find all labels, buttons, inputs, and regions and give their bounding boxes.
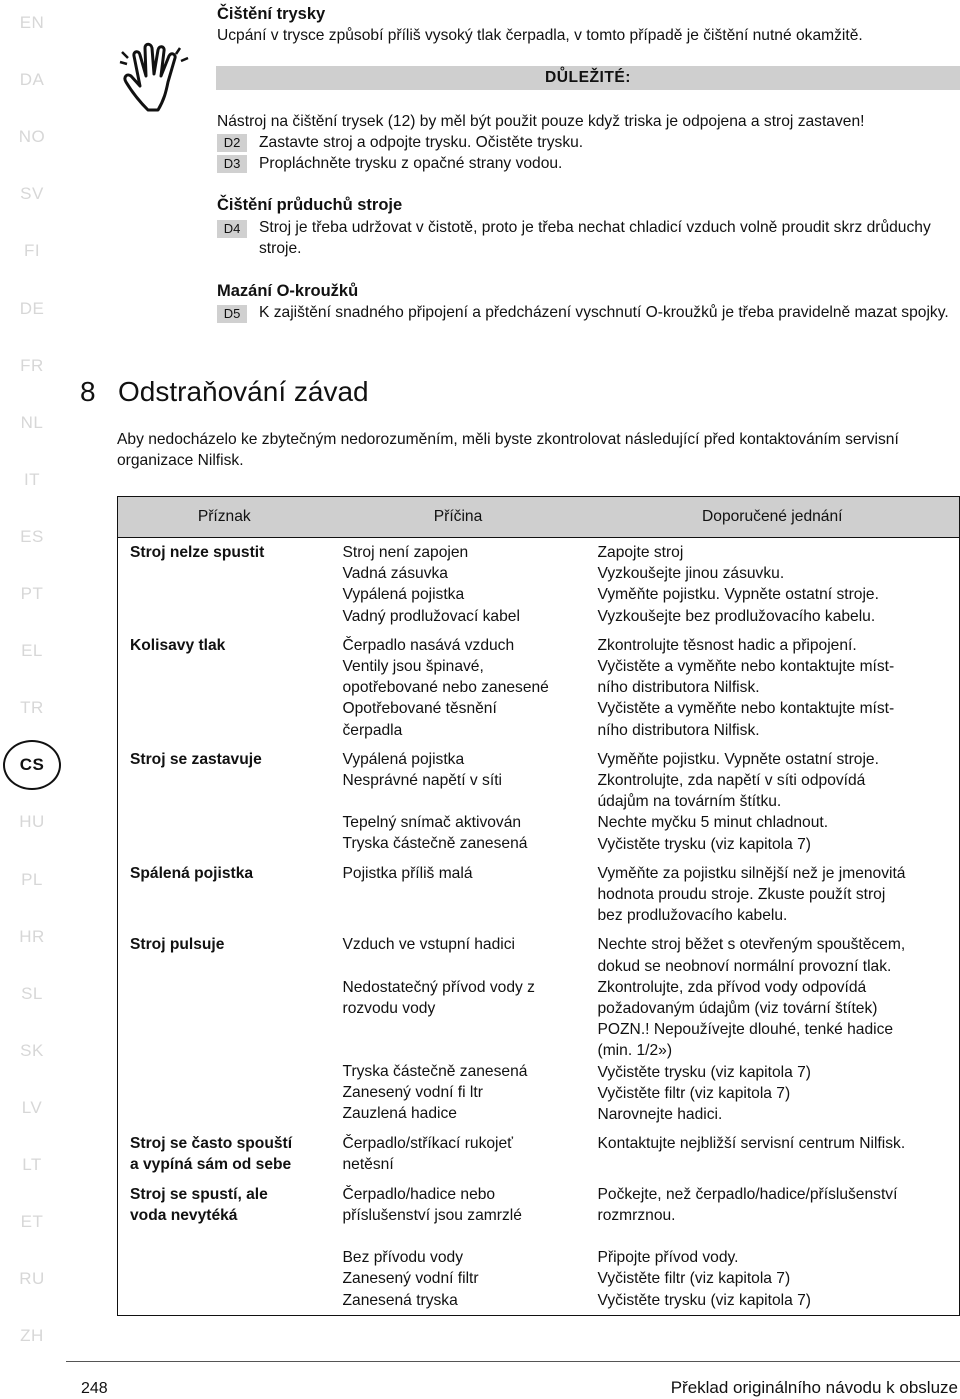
cell-symptom <box>118 538 331 631</box>
cell-cause <box>331 859 586 931</box>
action-line: ního distributora Nilfisk. <box>597 679 760 697</box>
cause-line: Nedostatečný přívod vody z <box>342 978 535 996</box>
page-number: 248 <box>81 1380 108 1397</box>
cell-cause <box>331 631 586 745</box>
cause-line: Čerpadlo/stříkací rukojeť <box>342 1135 514 1153</box>
symptom-line: Stroj se často spouští <box>130 1135 293 1153</box>
vents-heading: Čištění průduchů stroje <box>217 196 403 214</box>
action-line: Vyčistěte filtr (viz kapitola 7) <box>597 1084 791 1102</box>
footer-text: Překlad originálního návodu k obsluze <box>670 1378 958 1397</box>
section-title-text: Odstraňování závad <box>118 376 369 407</box>
cause-line <box>343 1226 586 1247</box>
step-tag-d3: D3 <box>217 155 247 173</box>
action-line: Zkontrolujte, zda přívod vody odpovídá <box>597 978 867 996</box>
action-line: hodnota proudu stroje. Zkuste použít stroj <box>597 886 886 904</box>
language-tab-cs: CS <box>3 740 61 790</box>
troubleshooting-table <box>117 496 960 1316</box>
step-text-d2: Zastavte stroj a odpojte trysku. Očistěte trysku. <box>259 134 584 151</box>
cell-cause <box>331 745 586 859</box>
language-tab-tr: TR <box>20 698 44 718</box>
table-body <box>118 538 960 1316</box>
language-tab-hr: HR <box>19 926 45 946</box>
cause-line: Zanesená tryska <box>342 1291 458 1309</box>
orings-heading: Mazání O-kroužků <box>217 282 359 300</box>
vents-text: Stroj je třeba udržovat v čistotě, proto je třeba nechat chladicí vzduch volně proudit skrz drůduchy stroje. <box>259 219 931 257</box>
symptom-line: Stroj pulsuje <box>130 936 225 954</box>
cause-line: Pojistka příliš malá <box>342 864 473 882</box>
cause-line: rozvodu vody <box>342 999 436 1017</box>
cell-symptom <box>118 1129 331 1179</box>
language-tab-ru: RU <box>19 1269 45 1289</box>
symptom-line: Stroj nelze spustit <box>130 544 265 561</box>
cause-line: Vypálená pojistka <box>342 750 465 768</box>
action-line: Vyměňte pojistku. Vypněte ostatní stroje. <box>597 586 879 604</box>
step-tag-d5: D5 <box>217 305 247 323</box>
cause-line: Čerpadlo nasává vzduch <box>342 636 515 654</box>
section-number: 8 <box>80 376 96 407</box>
action-line: Vyčistěte a vyměňte nebo kontaktujte míst- <box>597 658 895 676</box>
cause-line <box>343 1019 586 1040</box>
table-row <box>118 1129 960 1179</box>
cause-line: Vadná zásuvka <box>342 565 448 583</box>
language-tab-da: DA <box>19 70 45 90</box>
cause-line: Ventily jsou špinavé, <box>342 658 484 676</box>
cell-action <box>586 745 960 859</box>
section-intro: Aby nedocházelo ke zbytečným nedorozuměním, měli byste zkontrolovat následující před kontaktováním servisní organizace Nilfisk. <box>117 431 899 469</box>
important-text: Nástroj na čištění trysek (12) by měl být použit pouze když triska je odpojena a stroj zastaven! <box>217 113 865 130</box>
language-tab-nl: NL <box>20 412 44 432</box>
footer-divider <box>66 1361 960 1362</box>
action-line: Vyměňte za pojistku silnější než je jmenovitá <box>597 864 906 882</box>
language-tab-et: ET <box>20 1212 44 1232</box>
nozzle-text: Ucpání v trysce způsobí příliš vysoký tlak čerpadla, v tomto případě je čištění nutné okamžitě. <box>217 27 863 44</box>
action-line: Zkontrolujte, zda napětí v síti odpovídá <box>597 772 866 790</box>
table-row <box>118 1180 960 1316</box>
language-tab-es: ES <box>20 526 44 546</box>
cell-cause <box>331 538 586 631</box>
action-line: Kontaktujte nejbližší servisní centrum Nilfisk. <box>597 1135 906 1153</box>
language-tab-de: DE <box>19 298 45 318</box>
action-line: Vyčistěte trysku (viz kapitola 7) <box>597 1291 811 1309</box>
cause-line: netěsní <box>342 1156 394 1174</box>
action-line: Narovnejte hadici. <box>597 1106 723 1124</box>
cell-action <box>586 859 960 931</box>
warning-hand-icon <box>118 42 194 114</box>
step-text-d3: Propláchněte trysku z opačné strany vodou. <box>259 155 563 172</box>
table-row <box>118 859 960 931</box>
language-tab-zh: ZH <box>20 1326 44 1346</box>
cause-line: Tepelný snímač aktivován <box>342 814 522 832</box>
cell-symptom <box>118 631 331 745</box>
cause-line: Zauzlená hadice <box>342 1105 457 1123</box>
language-tab-pl: PL <box>21 869 43 889</box>
symptom-line: Stroj se spustí, ale <box>130 1185 268 1203</box>
cause-line: Zanesený vodní fi ltr <box>342 1084 483 1102</box>
action-line: Nechte myčku 5 minut chladnout. <box>597 814 829 832</box>
cause-line: Tryska částečně zanesená <box>342 835 528 853</box>
action-line: Zapojte stroj <box>597 544 684 561</box>
action-line: požadovaným údajům (viz tovární štítek) <box>597 1000 878 1018</box>
language-tab-no: NO <box>18 127 46 147</box>
cause-line: Vadný prodlužovací kabel <box>342 607 520 625</box>
action-line: ního distributora Nilfisk. <box>597 721 760 739</box>
cell-action <box>586 1180 960 1316</box>
action-line: Vyzkoušejte bez prodlužovacího kabelu. <box>597 607 876 625</box>
action-line: Vyčistěte a vyměňte nebo kontaktujte míst- <box>597 700 895 718</box>
action-line: rozmrznou. <box>597 1206 676 1224</box>
cause-line: Tryska částečně zanesená <box>342 1063 528 1081</box>
language-tab-lv: LV <box>21 1097 43 1117</box>
action-line <box>598 1226 960 1247</box>
action-line: Vyčistěte trysku (viz kapitola 7) <box>597 835 811 853</box>
action-line: (min. 1/2») <box>597 1042 673 1060</box>
table-header-row <box>118 497 960 538</box>
action-line: Vyčistěte filtr (viz kapitola 7) <box>597 1270 791 1288</box>
language-tab-fi: FI <box>23 241 41 261</box>
header-action: Doporučené jednání <box>586 497 960 538</box>
action-line: Nechte stroj běžet s otevřeným spouštěcem, <box>597 936 906 954</box>
important-banner: DŮLEŽITÉ: <box>216 66 960 90</box>
step-tag-d4: D4 <box>217 220 247 238</box>
language-tab-it: IT <box>23 469 41 489</box>
language-tab-lt: LT <box>22 1155 42 1174</box>
cell-action <box>586 1129 960 1179</box>
action-line: Připojte přívod vody. <box>597 1249 739 1267</box>
header-cause: Příčina <box>331 497 586 538</box>
language-tab-hu: HU <box>19 812 45 832</box>
cause-line: Čerpadlo/hadice nebo <box>342 1185 496 1203</box>
language-tab-sv: SV <box>20 184 44 204</box>
nozzle-heading: Čištění trysky <box>217 5 326 23</box>
symptom-line: Spálená pojistka <box>130 864 254 882</box>
cell-action <box>586 631 960 745</box>
cell-action <box>586 538 960 631</box>
symptom-line: voda nevytéká <box>130 1206 238 1224</box>
cause-line: Opotřebované těsnění <box>342 700 497 718</box>
section-title <box>80 376 369 408</box>
table-row <box>118 631 960 745</box>
cause-line <box>343 956 586 977</box>
language-tab-sk: SK <box>20 1040 44 1060</box>
cause-line: Vypálená pojistka <box>342 586 465 604</box>
cell-cause <box>331 1129 586 1179</box>
symptom-line: Stroj se zastavuje <box>130 750 262 768</box>
table-row <box>118 930 960 1129</box>
language-tab-el: EL <box>21 641 43 661</box>
cause-line: čerpadla <box>342 721 403 739</box>
orings-text: K zajištění snadného připojení a předcházení vyschnutí O-kroužků je třeba pravidelně mazat spojky. <box>259 304 949 321</box>
cause-line <box>343 791 586 812</box>
cause-line: Bez přívodu vody <box>342 1249 463 1267</box>
language-tab-en: EN <box>19 13 45 32</box>
cell-cause <box>331 930 586 1129</box>
action-line: dokud se neobnoví normální provozní tlak. <box>597 957 892 975</box>
cause-line: Nesprávné napětí v síti <box>342 772 502 790</box>
step-tag-d2: D2 <box>217 134 247 152</box>
symptom-line: Kolisavy tlak <box>130 636 226 654</box>
language-tab-fr: FR <box>20 355 44 375</box>
cause-line: Vzduch ve vstupní hadici <box>342 936 515 954</box>
cause-line: Zanesený vodní filtr <box>342 1270 479 1288</box>
action-line: Vyměňte pojistku. Vypněte ostatní stroje. <box>597 750 879 768</box>
action-line: POZN.! Nepoužívejte dlouhé, tenké hadice <box>597 1021 894 1039</box>
symptom-line: a vypíná sám od sebe <box>130 1156 292 1174</box>
table-row <box>118 538 960 631</box>
cause-line <box>343 1040 586 1061</box>
action-line: Počkejte, než čerpadlo/hadice/příslušenství <box>597 1185 898 1203</box>
cause-line: Stroj není zapojen <box>342 544 469 561</box>
cause-line: příslušenství jsou zamrzlé <box>342 1206 522 1224</box>
cell-symptom <box>118 1180 331 1316</box>
action-line: bez prodlužovacího kabelu. <box>597 907 788 925</box>
language-tab-sl: SL <box>21 983 43 1003</box>
action-line: Vyčistěte trysku (viz kapitola 7) <box>597 1063 811 1081</box>
cell-symptom <box>118 859 331 931</box>
cell-symptom <box>118 745 331 859</box>
table-row <box>118 745 960 859</box>
cell-symptom <box>118 930 331 1129</box>
action-line: Vyzkoušejte jinou zásuvku. <box>597 565 785 583</box>
cause-line: opotřebované nebo zanesené <box>342 679 549 697</box>
language-tab-pt: PT <box>20 584 44 603</box>
action-line: Zkontrolujte těsnost hadic a připojení. <box>597 636 857 654</box>
header-symptom: Příznak <box>118 497 331 538</box>
cell-cause <box>331 1180 586 1316</box>
cell-action <box>586 930 960 1129</box>
action-line: údajům na továrním štítku. <box>597 793 782 811</box>
